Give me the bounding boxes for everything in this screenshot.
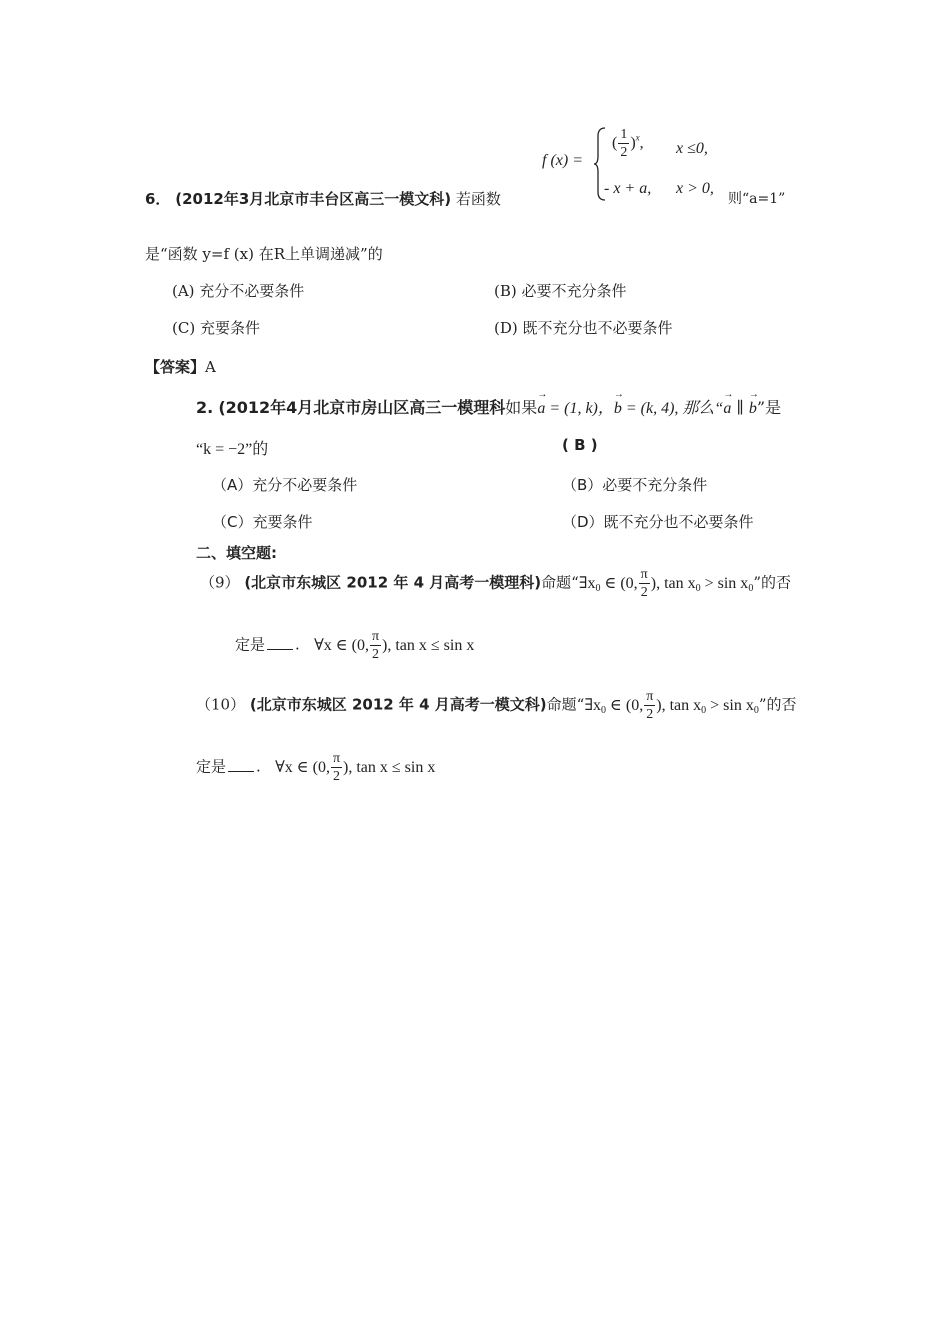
q6-case2-cond: x > 0,: [676, 180, 714, 197]
q2-line2: “k = −2”的: [196, 441, 269, 458]
q6-case1: ( $\frac{1}{2}$ )$^x$,: [612, 127, 644, 160]
q9-source: (北京市东城区 2012 年 4 月高考一模理科): [244, 573, 542, 592]
q9-number: （9）: [200, 573, 240, 592]
q9-tail: ”的否: [753, 573, 791, 592]
q6-option-b: (B) 必要不充分条件: [494, 282, 627, 300]
q10-tail: ”的否: [758, 695, 797, 714]
q6-option-a: (A) 充分不必要条件: [172, 282, 305, 300]
q6-line2: 是“函数 y=f (x) 在R上单调递减”的: [145, 245, 383, 263]
q2-vector-b2: → b: [749, 400, 757, 418]
q2-parallel: ∥: [731, 398, 749, 417]
q2-option-b: （B）必要不充分条件: [562, 476, 708, 494]
q10-lead: 命题“: [546, 695, 585, 714]
q2-stem: [196, 395, 781, 418]
q2-vector-a2: → a: [723, 400, 731, 418]
q6-answer-value: A: [205, 358, 216, 376]
q2-vector-a: → a: [537, 400, 545, 418]
q6-option-c: (C) 充要条件: [172, 319, 260, 337]
q10-line2: 定是 . ∀x ∈ (0, $\frac{\pi}{2}$ ), tan x ≤ sin x: [196, 751, 436, 784]
q2-option-a: （A）充分不必要条件: [212, 476, 358, 494]
q2-source: (2012年4月北京市房山区高三一模理科: [218, 398, 506, 417]
q9-answer: ∀x ∈ (0, $\frac{\pi}{2}$ ), tan x ≤ sin x: [314, 629, 475, 662]
q6-option-d: (D) 既不充分也不必要条件: [494, 319, 673, 337]
q6-case2: - x + a,: [604, 180, 652, 197]
q9-line2-lead: 定是: [235, 635, 266, 654]
q2-eq-a: = (1, k)，: [545, 400, 614, 417]
q6-number: 6．: [145, 190, 171, 208]
q6-answer: [145, 356, 216, 377]
q6-source: (2012年3月北京市丰台区高三一模文科): [175, 190, 452, 208]
q2-option-d: （D）既不充分也不必要条件: [562, 513, 754, 531]
q2-close: ”是: [756, 398, 782, 417]
q6-stem: [145, 188, 501, 209]
q6-tail: 则“a=1”: [728, 191, 786, 207]
q6-case1-cond: x ≤0,: [676, 140, 708, 157]
q2-option-c: （C）充要条件: [212, 513, 313, 531]
q10-answer: ∀x ∈ (0, $\frac{\pi}{2}$ ), tan x ≤ sin x: [275, 751, 436, 784]
q6-lead: 若函数: [455, 190, 501, 208]
q10-source: (北京市东城区 2012 年 4 月高考一模文科): [249, 695, 547, 714]
q10-number: （10）: [196, 695, 246, 714]
q10-line2-lead: 定是: [196, 757, 227, 776]
q10-answer-blank[interactable]: [228, 759, 254, 772]
q9-answer-blank[interactable]: [267, 637, 293, 650]
q9-line2: 定是 . ∀x ∈ (0, $\frac{\pi}{2}$ ), tan x ≤ sin x: [235, 629, 475, 662]
q9-lead: 命题“: [541, 573, 579, 592]
q6-fx-lhs: f (x) =: [542, 152, 583, 169]
q10-proposition: $\exists x_0$ ∈ (0, $\frac{\pi}{2}$ ), $\tan x_0 > \sin x_0$: [584, 689, 759, 722]
q9-stem: [200, 568, 791, 600]
q2-vector-b: → b: [614, 400, 622, 418]
q2-eq-b: = (k, 4), 那么“: [621, 400, 724, 417]
q2-answer: ( B ): [562, 436, 598, 454]
q2-lead: 如果: [505, 398, 538, 417]
q2-number: 2.: [196, 398, 214, 417]
section-title: 二、填空题:: [196, 544, 277, 562]
q9-proposition: $\exists x_0$ ∈ (0, $\frac{\pi}{2}$ ), $\tan x_0 > \sin x_0$: [578, 567, 754, 600]
q10-stem: [196, 690, 797, 722]
q6-answer-label: 【答案】: [145, 358, 206, 376]
